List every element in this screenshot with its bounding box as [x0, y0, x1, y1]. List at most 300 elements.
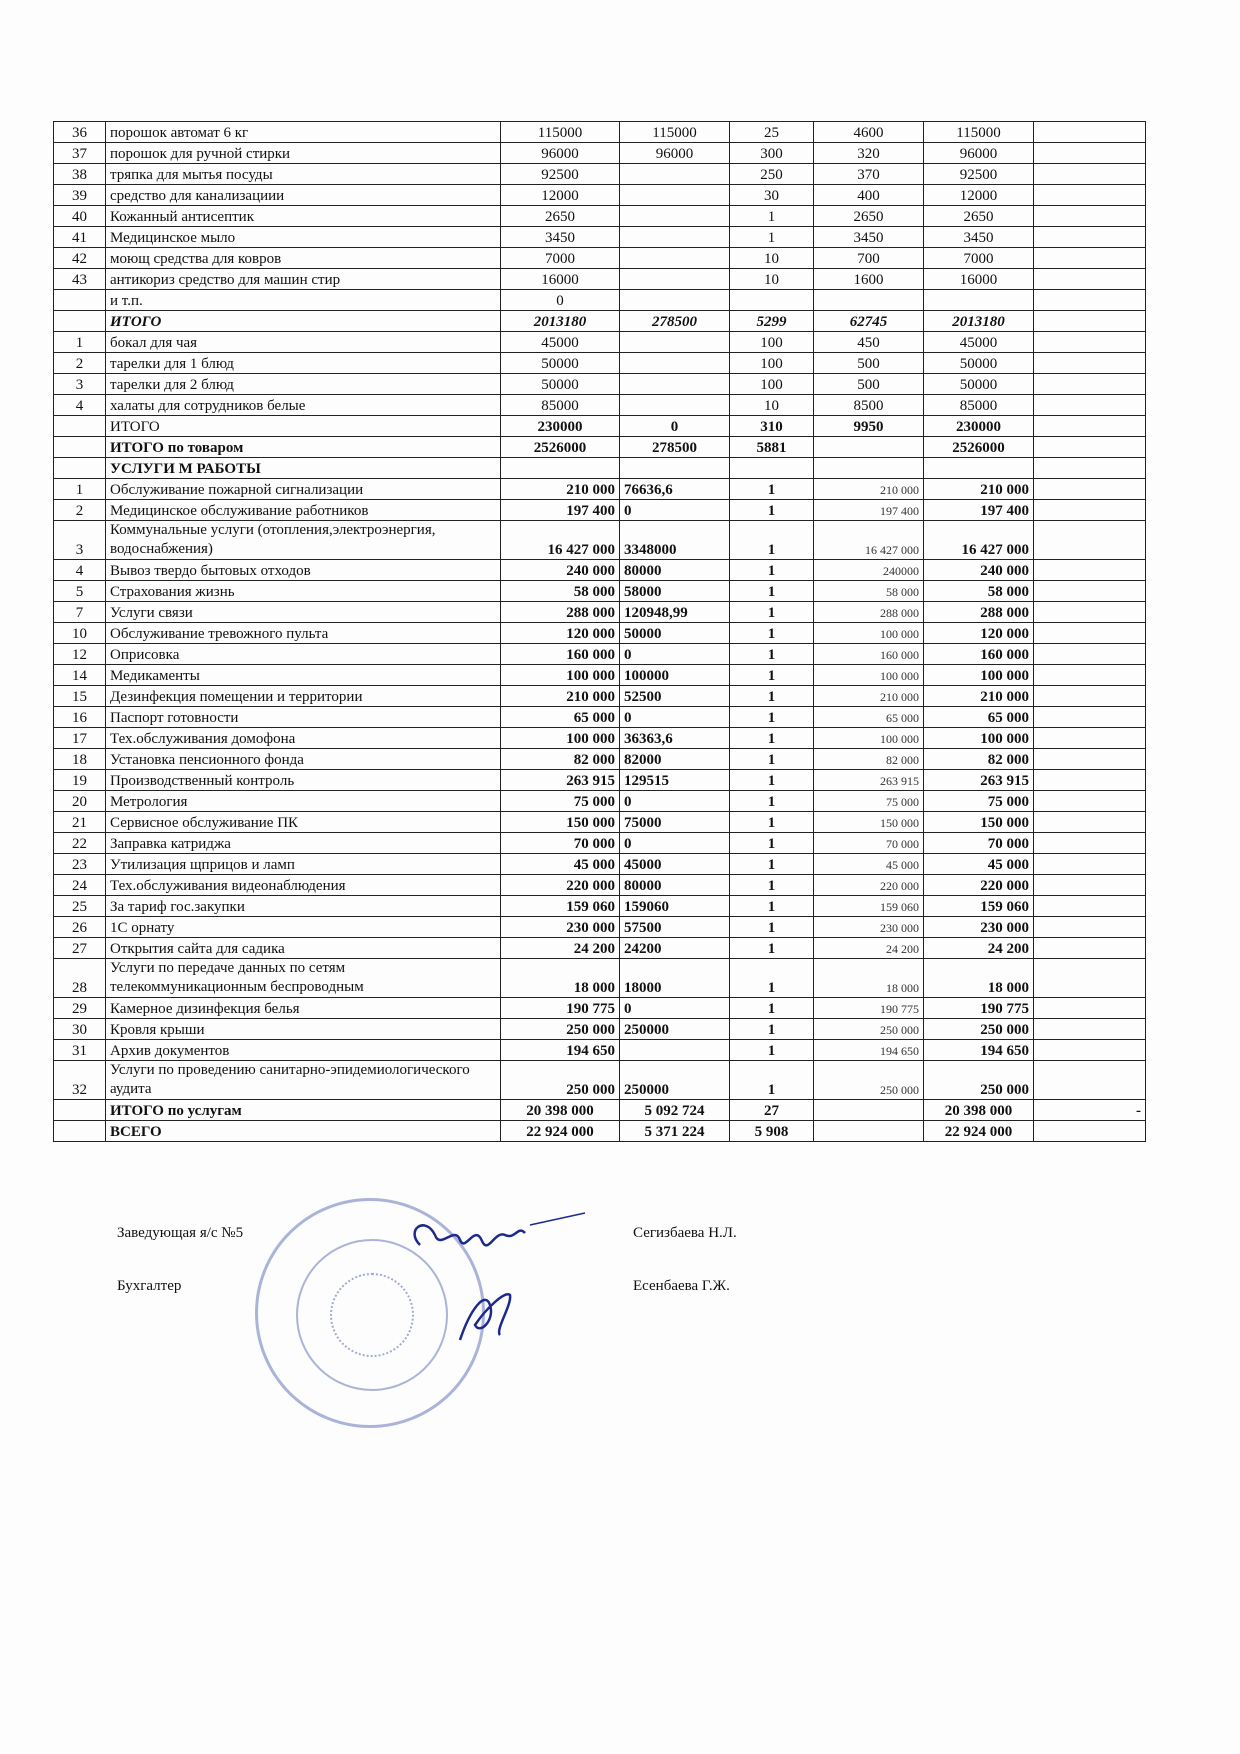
- table-cell: 75000: [620, 812, 730, 833]
- table-cell: 3: [54, 521, 106, 560]
- table-cell: 500: [814, 374, 924, 395]
- table-cell: порошок автомат 6 кг: [106, 122, 501, 143]
- table-cell: 240 000: [501, 560, 620, 581]
- table-cell: 82000: [620, 749, 730, 770]
- table-cell: 310: [730, 416, 814, 437]
- table-cell: [620, 374, 730, 395]
- table-row: [54, 500, 1146, 521]
- table-cell: 263 915: [814, 770, 924, 791]
- table-cell: 20 398 000: [501, 1100, 620, 1121]
- table-row: [54, 602, 1146, 623]
- table-cell: 10: [730, 269, 814, 290]
- table-cell: 21: [54, 812, 106, 833]
- table-cell: 8500: [814, 395, 924, 416]
- head-name: Сегизбаева Н.Л.: [633, 1225, 737, 1241]
- table-cell: 30: [54, 1019, 106, 1040]
- table-cell: 5 371 224: [620, 1121, 730, 1142]
- table-cell: 25: [730, 122, 814, 143]
- table-cell: 220 000: [924, 875, 1034, 896]
- table-cell: [620, 332, 730, 353]
- table-cell: 75 000: [924, 791, 1034, 812]
- table-cell: 82 000: [924, 749, 1034, 770]
- table-row: [54, 665, 1146, 686]
- table-cell: 20 398 000: [924, 1100, 1034, 1121]
- table-cell: [1034, 686, 1146, 707]
- table-cell: халаты для сотрудников белые: [106, 395, 501, 416]
- table-cell: 250000: [620, 1061, 730, 1100]
- table-cell: 2013180: [924, 311, 1034, 332]
- table-cell: [620, 353, 730, 374]
- table-cell: 120 000: [501, 623, 620, 644]
- table-cell: 197 400: [501, 500, 620, 521]
- table-cell: 82 000: [814, 749, 924, 770]
- table-cell: и т.п.: [106, 290, 501, 311]
- table-cell: 65 000: [814, 707, 924, 728]
- table-cell: 80000: [620, 560, 730, 581]
- table-row: [54, 227, 1146, 248]
- table-cell: 1: [730, 644, 814, 665]
- table-cell: [814, 290, 924, 311]
- table-cell: [620, 269, 730, 290]
- table-cell: [54, 1121, 106, 1142]
- table-cell: 41: [54, 227, 106, 248]
- table-cell: Услуги по проведению санитарно-эпидемиологического аудита: [106, 1061, 501, 1100]
- table-cell: 24200: [620, 938, 730, 959]
- table-cell: 16000: [924, 269, 1034, 290]
- table-row: [54, 374, 1146, 395]
- table-cell: 36363,6: [620, 728, 730, 749]
- table-cell: [1034, 707, 1146, 728]
- table-cell: -: [1034, 1100, 1146, 1121]
- table-cell: [924, 290, 1034, 311]
- table-cell: Камерное дизинфекция белья: [106, 998, 501, 1019]
- table-cell: 278500: [620, 437, 730, 458]
- table-cell: 160 000: [501, 644, 620, 665]
- table-cell: 16 427 000: [924, 521, 1034, 560]
- table-cell: 250 000: [814, 1019, 924, 1040]
- table-cell: 96000: [620, 143, 730, 164]
- table-cell: [1034, 122, 1146, 143]
- table-cell: 160 000: [814, 644, 924, 665]
- table-cell: 100 000: [814, 728, 924, 749]
- table-cell: [1034, 812, 1146, 833]
- table-cell: 1: [730, 1019, 814, 1040]
- table-cell: 20: [54, 791, 106, 812]
- table-cell: 250 000: [924, 1061, 1034, 1100]
- table-cell: Архив документов: [106, 1040, 501, 1061]
- table-cell: [1034, 227, 1146, 248]
- table-cell: 210 000: [501, 686, 620, 707]
- table-row: [54, 812, 1146, 833]
- table-cell: 45000: [501, 332, 620, 353]
- table-cell: 4600: [814, 122, 924, 143]
- table-row: [54, 581, 1146, 602]
- table-cell: 250 000: [924, 1019, 1034, 1040]
- table-cell: 100 000: [924, 665, 1034, 686]
- table-row: [54, 1019, 1146, 1040]
- table-cell: 2650: [814, 206, 924, 227]
- table-cell: [1034, 917, 1146, 938]
- table-row: [54, 938, 1146, 959]
- table-cell: [1034, 791, 1146, 812]
- table-cell: 230 000: [501, 917, 620, 938]
- table-cell: 38: [54, 164, 106, 185]
- table-cell: [1034, 185, 1146, 206]
- table-cell: 159 060: [924, 896, 1034, 917]
- table-cell: 120 000: [924, 623, 1034, 644]
- table-cell: 29: [54, 998, 106, 1019]
- table-cell: 1: [730, 812, 814, 833]
- table-cell: [620, 248, 730, 269]
- table-cell: 28: [54, 959, 106, 998]
- table-cell: [1034, 1121, 1146, 1142]
- table-cell: Утилизация щприцов и ламп: [106, 854, 501, 875]
- table-cell: 1: [730, 665, 814, 686]
- table-cell: Вывоз твердо бытовых отходов: [106, 560, 501, 581]
- table-cell: [814, 437, 924, 458]
- table-cell: [620, 185, 730, 206]
- table-cell: [620, 206, 730, 227]
- table-row: [54, 290, 1146, 311]
- table-cell: 115000: [924, 122, 1034, 143]
- table-cell: 22: [54, 833, 106, 854]
- table-cell: [620, 458, 730, 479]
- table-cell: 58 000: [924, 581, 1034, 602]
- table-cell: [1034, 395, 1146, 416]
- table-cell: 3348000: [620, 521, 730, 560]
- table-cell: Установка пенсионного фонда: [106, 749, 501, 770]
- table-cell: 27: [730, 1100, 814, 1121]
- table-cell: [1034, 479, 1146, 500]
- table-cell: [1034, 374, 1146, 395]
- table-row: [54, 1100, 1146, 1121]
- table-cell: Заправка катриджа: [106, 833, 501, 854]
- table-cell: 22 924 000: [501, 1121, 620, 1142]
- table-cell: 1: [730, 938, 814, 959]
- table-cell: 24: [54, 875, 106, 896]
- table-cell: тарелки для 2 блюд: [106, 374, 501, 395]
- table-cell: 42: [54, 248, 106, 269]
- table-cell: 1: [730, 686, 814, 707]
- head-signature-icon: [400, 1205, 590, 1275]
- table-cell: Производственный контроль: [106, 770, 501, 791]
- table-cell: 50000: [501, 374, 620, 395]
- table-cell: 400: [814, 185, 924, 206]
- table-row: [54, 122, 1146, 143]
- table-cell: 500: [814, 353, 924, 374]
- table-cell: 45 000: [501, 854, 620, 875]
- table-cell: 5 908: [730, 1121, 814, 1142]
- table-cell: 27: [54, 938, 106, 959]
- table-row: [54, 206, 1146, 227]
- table-cell: Дезинфекция помещении и территории: [106, 686, 501, 707]
- table-cell: УСЛУГИ М РАБОТЫ: [106, 458, 501, 479]
- table-cell: 100 000: [924, 728, 1034, 749]
- table-cell: [1034, 332, 1146, 353]
- table-cell: [54, 311, 106, 332]
- table-cell: ИТОГО: [106, 311, 501, 332]
- table-cell: 10: [730, 395, 814, 416]
- table-cell: 1: [730, 581, 814, 602]
- table-cell: [1034, 560, 1146, 581]
- table-row: [54, 1061, 1146, 1100]
- table-cell: 24 200: [924, 938, 1034, 959]
- table-cell: 45 000: [924, 854, 1034, 875]
- table-cell: 65 000: [924, 707, 1034, 728]
- table-cell: 320: [814, 143, 924, 164]
- table-cell: 210 000: [814, 479, 924, 500]
- table-cell: Услуги связи: [106, 602, 501, 623]
- table-cell: 1: [730, 479, 814, 500]
- table-row: [54, 644, 1146, 665]
- table-cell: [1034, 854, 1146, 875]
- table-cell: 100 000: [814, 665, 924, 686]
- table-cell: 58 000: [814, 581, 924, 602]
- table-cell: [1034, 248, 1146, 269]
- table-cell: 240000: [814, 560, 924, 581]
- table-cell: 45000: [620, 854, 730, 875]
- table-cell: 1600: [814, 269, 924, 290]
- table-row: [54, 479, 1146, 500]
- table-cell: 7: [54, 602, 106, 623]
- table-cell: 85000: [924, 395, 1034, 416]
- table-cell: 0: [620, 833, 730, 854]
- table-cell: 100000: [620, 665, 730, 686]
- table-cell: [1034, 875, 1146, 896]
- table-cell: 16 427 000: [501, 521, 620, 560]
- table-cell: [1034, 998, 1146, 1019]
- table-cell: 100 000: [501, 728, 620, 749]
- table-cell: 3450: [814, 227, 924, 248]
- table-cell: 57500: [620, 917, 730, 938]
- table-cell: средство для канализациии: [106, 185, 501, 206]
- table-cell: 10: [54, 623, 106, 644]
- table-cell: [1034, 602, 1146, 623]
- table-row: [54, 770, 1146, 791]
- table-cell: 92500: [501, 164, 620, 185]
- table-row: [54, 185, 1146, 206]
- table-cell: 40: [54, 206, 106, 227]
- table-cell: 210 000: [924, 686, 1034, 707]
- table-cell: 288 000: [814, 602, 924, 623]
- table-cell: 9950: [814, 416, 924, 437]
- table-cell: 25: [54, 896, 106, 917]
- table-row: [54, 791, 1146, 812]
- table-cell: 150 000: [814, 812, 924, 833]
- table-cell: [1034, 437, 1146, 458]
- table-cell: 250000: [620, 1019, 730, 1040]
- table-cell: [54, 290, 106, 311]
- table-cell: 210 000: [924, 479, 1034, 500]
- table-cell: 1: [730, 749, 814, 770]
- table-cell: 250 000: [501, 1061, 620, 1100]
- table-cell: 85000: [501, 395, 620, 416]
- table-cell: 3: [54, 374, 106, 395]
- table-cell: 70 000: [814, 833, 924, 854]
- table-cell: [1034, 500, 1146, 521]
- table-cell: 2: [54, 500, 106, 521]
- table-cell: 190 775: [924, 998, 1034, 1019]
- table-cell: 1: [54, 479, 106, 500]
- table-cell: [1034, 458, 1146, 479]
- table-cell: 240 000: [924, 560, 1034, 581]
- table-row: [54, 311, 1146, 332]
- table-cell: 92500: [924, 164, 1034, 185]
- table-row: [54, 248, 1146, 269]
- table-cell: Кровля крыши: [106, 1019, 501, 1040]
- table-cell: 150 000: [501, 812, 620, 833]
- table-row: [54, 728, 1146, 749]
- table-cell: 160 000: [924, 644, 1034, 665]
- table-cell: 5: [54, 581, 106, 602]
- table-cell: 1: [730, 959, 814, 998]
- table-cell: 76636,6: [620, 479, 730, 500]
- table-cell: 18000: [620, 959, 730, 998]
- table-cell: 2526000: [924, 437, 1034, 458]
- table-cell: 263 915: [924, 770, 1034, 791]
- table-cell: 10: [730, 248, 814, 269]
- table-cell: 129515: [620, 770, 730, 791]
- table-cell: [730, 458, 814, 479]
- table-row: [54, 437, 1146, 458]
- table-cell: 288 000: [924, 602, 1034, 623]
- table-cell: [1034, 521, 1146, 560]
- table-cell: 7000: [501, 248, 620, 269]
- table-cell: 230000: [501, 416, 620, 437]
- table-cell: 2650: [501, 206, 620, 227]
- table-cell: 263 915: [501, 770, 620, 791]
- table-cell: 17: [54, 728, 106, 749]
- table-row: [54, 854, 1146, 875]
- table-cell: 210 000: [501, 479, 620, 500]
- table-cell: 2526000: [501, 437, 620, 458]
- table-cell: 43: [54, 269, 106, 290]
- table-cell: 1: [730, 623, 814, 644]
- table-row: [54, 959, 1146, 998]
- table-cell: 96000: [924, 143, 1034, 164]
- table-cell: 100: [730, 374, 814, 395]
- table-cell: [814, 1121, 924, 1142]
- table-cell: 194 650: [814, 1040, 924, 1061]
- table-row: [54, 833, 1146, 854]
- table-cell: 26: [54, 917, 106, 938]
- accountant-signature-icon: [450, 1280, 530, 1360]
- table-cell: [1034, 311, 1146, 332]
- table-cell: ИТОГО: [106, 416, 501, 437]
- table-cell: 18 000: [924, 959, 1034, 998]
- table-cell: [620, 290, 730, 311]
- table-row: [54, 416, 1146, 437]
- table-cell: 1: [730, 560, 814, 581]
- table-cell: 30: [730, 185, 814, 206]
- table-cell: 2013180: [501, 311, 620, 332]
- table-cell: 300: [730, 143, 814, 164]
- table-cell: 2650: [924, 206, 1034, 227]
- accountant-name: Есенбаева Г.Ж.: [633, 1278, 730, 1294]
- table-cell: 159 060: [814, 896, 924, 917]
- table-cell: 220 000: [814, 875, 924, 896]
- table-cell: [814, 458, 924, 479]
- table-cell: Кожанный антисептик: [106, 206, 501, 227]
- table-cell: 2: [54, 353, 106, 374]
- table-row: [54, 521, 1146, 560]
- table-cell: 18: [54, 749, 106, 770]
- table-cell: 115000: [620, 122, 730, 143]
- table-cell: 194 650: [924, 1040, 1034, 1061]
- table-cell: 120948,99: [620, 602, 730, 623]
- table-cell: 159060: [620, 896, 730, 917]
- table-cell: 14: [54, 665, 106, 686]
- table-cell: [1034, 938, 1146, 959]
- table-cell: 0: [620, 998, 730, 1019]
- table-cell: 0: [620, 791, 730, 812]
- table-cell: [620, 1040, 730, 1061]
- table-cell: [1034, 896, 1146, 917]
- table-row: [54, 896, 1146, 917]
- table-cell: [1034, 353, 1146, 374]
- table-cell: 230000: [924, 416, 1034, 437]
- table-cell: 1: [730, 917, 814, 938]
- table-cell: 96000: [501, 143, 620, 164]
- table-cell: 230 000: [814, 917, 924, 938]
- table-row: [54, 1040, 1146, 1061]
- table-cell: 1: [730, 1061, 814, 1100]
- table-cell: [54, 1100, 106, 1121]
- table-cell: 0: [620, 644, 730, 665]
- table-row: [54, 458, 1146, 479]
- table-cell: 32: [54, 1061, 106, 1100]
- table-cell: 288 000: [501, 602, 620, 623]
- table-cell: 12000: [501, 185, 620, 206]
- table-cell: [1034, 959, 1146, 998]
- table-cell: 194 650: [501, 1040, 620, 1061]
- table-row: [54, 353, 1146, 374]
- table-cell: бокал для чая: [106, 332, 501, 353]
- table-row: [54, 749, 1146, 770]
- table-cell: 70 000: [501, 833, 620, 854]
- table-cell: [1034, 728, 1146, 749]
- table-cell: 150 000: [924, 812, 1034, 833]
- table-cell: 58000: [620, 581, 730, 602]
- table-cell: 197 400: [924, 500, 1034, 521]
- table-cell: 18 000: [814, 959, 924, 998]
- table-row: [54, 998, 1146, 1019]
- table-cell: За тариф гос.закупки: [106, 896, 501, 917]
- table-cell: Тех.обслуживания домофона: [106, 728, 501, 749]
- table-cell: 75 000: [814, 791, 924, 812]
- table-cell: 1: [730, 791, 814, 812]
- table-row: [54, 875, 1146, 896]
- table-cell: 45 000: [814, 854, 924, 875]
- table-cell: [1034, 623, 1146, 644]
- table-cell: [1034, 1061, 1146, 1100]
- table-cell: 19: [54, 770, 106, 791]
- table-cell: 159 060: [501, 896, 620, 917]
- table-cell: 1С орнату: [106, 917, 501, 938]
- table-cell: 22 924 000: [924, 1121, 1034, 1142]
- table-cell: 12000: [924, 185, 1034, 206]
- table-cell: [54, 416, 106, 437]
- table-cell: [1034, 665, 1146, 686]
- table-cell: 1: [54, 332, 106, 353]
- table-cell: ВСЕГО: [106, 1121, 501, 1142]
- table-cell: 115000: [501, 122, 620, 143]
- table-cell: [1034, 206, 1146, 227]
- table-cell: 1: [730, 602, 814, 623]
- table-cell: 100 000: [814, 623, 924, 644]
- table-cell: 197 400: [814, 500, 924, 521]
- table-cell: 62745: [814, 311, 924, 332]
